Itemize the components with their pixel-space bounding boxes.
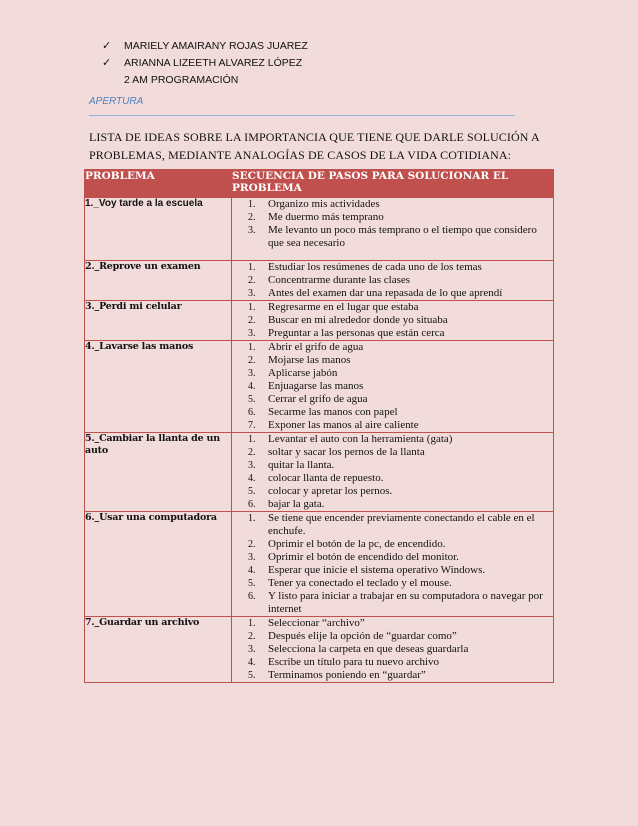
list-item <box>232 512 553 538</box>
list-item <box>232 669 553 682</box>
step-number: 1. <box>248 513 256 524</box>
step-text: Abrir el grifo de agua <box>268 341 364 353</box>
step-number: 2. <box>248 447 256 458</box>
list-item <box>232 498 553 511</box>
step-number: 4. <box>248 473 256 484</box>
step-text: Esperar que inicie el sistema operativo Windows. <box>268 564 486 576</box>
list-item <box>232 656 553 669</box>
section-label: APERTURA <box>89 96 144 107</box>
step-number: 6. <box>248 407 256 418</box>
step-text: Regresarme en el lugar que estaba <box>268 301 419 313</box>
step-text: bajar la gata. <box>268 498 325 510</box>
group-name: 2 AM PROGRAMACIÓN <box>124 74 239 86</box>
list-item <box>232 577 553 590</box>
step-text: Antes del examen dar una repasada de lo que aprendí <box>268 287 503 299</box>
list-item <box>232 630 553 643</box>
header-steps: SECUENCIA DE PASOS PARA SOLUCIONAR EL PROBLEMA <box>232 170 554 198</box>
step-text: Me levanto un poco más temprano o el tiempo que considero que sea necesario <box>268 224 537 249</box>
step-number: 1. <box>248 342 256 353</box>
step-text: Buscar en mi alrededor donde yo situaba <box>268 314 448 326</box>
steps-list <box>232 301 553 340</box>
problem-cell: 5._Cambiar la llanta de un auto <box>85 433 232 512</box>
step-text: colocar y apretar los pernos. <box>268 485 393 497</box>
step-number: 1. <box>248 262 256 273</box>
problem-cell: 7._Guardar un archivo <box>85 617 232 683</box>
step-number: 5. <box>248 578 256 589</box>
step-text: Terminamos poniendo en “guardar” <box>268 669 426 681</box>
list-item <box>232 224 553 250</box>
list-item <box>232 459 553 472</box>
list-item <box>232 261 553 274</box>
step-text: Concentrarme durante las clases <box>268 274 411 286</box>
author-name: MARIELY AMAIRANY ROJAS JUAREZ <box>124 40 308 52</box>
steps-list <box>232 617 553 682</box>
step-text: Aplicarse jabón <box>268 367 338 379</box>
author-item <box>102 38 308 55</box>
list-item <box>232 367 553 380</box>
list-item <box>232 419 553 432</box>
steps-list <box>232 512 553 616</box>
step-number: 2. <box>248 539 256 550</box>
list-item <box>232 274 553 287</box>
list-item <box>232 564 553 577</box>
step-text: quitar la llanta. <box>268 459 335 471</box>
step-text: Organizo mis actividades <box>268 198 380 210</box>
step-text: colocar llanta de repuesto. <box>268 472 384 484</box>
step-number: 5. <box>248 486 256 497</box>
step-text: Se tiene que encender previamente conectando el cable en el enchufe. <box>268 512 535 537</box>
step-number: 6. <box>248 591 256 602</box>
intro-text: LISTA DE IDEAS SOBRE LA IMPORTANCIA QUE TIENE QUE DARLE SOLUCIÓN A PROBLEMAS, MEDIANTE ANALOGÍAS DE CASOS DE LA VIDA COTIDIANA: <box>89 130 540 162</box>
step-number: 6. <box>248 499 256 510</box>
table-row <box>85 617 554 683</box>
step-number: 3. <box>248 328 256 339</box>
table-row <box>85 261 554 301</box>
checkmark-icon: ✓ <box>102 57 112 69</box>
step-text: Exponer las manos al aire caliente <box>268 419 419 431</box>
step-number: 5. <box>248 670 256 681</box>
step-number: 1. <box>248 199 256 210</box>
steps-cell <box>232 301 554 341</box>
step-number: 3. <box>248 460 256 471</box>
steps-list <box>232 198 553 250</box>
list-item <box>232 380 553 393</box>
step-number: 1. <box>248 302 256 313</box>
table-row <box>85 512 554 617</box>
list-item <box>232 314 553 327</box>
list-item <box>232 538 553 551</box>
step-number: 1. <box>248 618 256 629</box>
problem-cell: 6._Usar una computadora <box>85 512 232 617</box>
problem-cell: 4._Lavarse las manos <box>85 341 232 433</box>
list-item <box>232 643 553 656</box>
steps-cell <box>232 433 554 512</box>
step-text: Preguntar a las personas que están cerca <box>268 327 445 339</box>
steps-cell <box>232 198 554 261</box>
step-number: 3. <box>248 288 256 299</box>
step-text: Escribe un título para tu nuevo archivo <box>268 656 440 668</box>
step-text: Seleccionar “archivo” <box>268 617 365 629</box>
problems-table <box>84 169 554 683</box>
step-text: Me duermo más temprano <box>268 211 384 223</box>
list-item <box>232 341 553 354</box>
list-item <box>232 472 553 485</box>
section-divider <box>89 115 515 116</box>
problem-cell: 1._Voy tarde a la escuela <box>85 198 232 261</box>
list-item <box>232 211 553 224</box>
author-item <box>102 55 308 72</box>
step-number: 3. <box>248 368 256 379</box>
checkmark-icon: ✓ <box>102 40 112 52</box>
step-text: Selecciona la carpeta en que deseas guardarla <box>268 643 469 655</box>
list-item <box>232 406 553 419</box>
list-item <box>232 198 553 211</box>
step-number: 4. <box>248 381 256 392</box>
step-text: soltar y sacar los pernos de la llanta <box>268 446 425 458</box>
header-problem: PROBLEMA <box>85 170 232 198</box>
step-text: Y listo para iniciar a trabajar en su computadora o navegar por internet <box>268 590 543 615</box>
steps-list <box>232 433 553 511</box>
step-text: Oprimir el botón de encendido del monitor. <box>268 551 459 563</box>
step-number: 2. <box>248 631 256 642</box>
step-number: 1. <box>248 434 256 445</box>
steps-cell <box>232 617 554 683</box>
list-item <box>232 617 553 630</box>
step-number: 2. <box>248 275 256 286</box>
author-item <box>102 72 308 89</box>
steps-list <box>232 341 553 432</box>
author-list <box>102 38 308 89</box>
step-text: Oprimir el botón de la pc, de encendido. <box>268 538 446 550</box>
step-text: Enjuagarse las manos <box>268 380 364 392</box>
step-number: 2. <box>248 355 256 366</box>
list-item <box>232 287 553 300</box>
table-row <box>85 433 554 512</box>
table-row <box>85 301 554 341</box>
steps-cell <box>232 512 554 617</box>
table-row <box>85 198 554 261</box>
step-number: 4. <box>248 657 256 668</box>
list-item <box>232 393 553 406</box>
step-text: Levantar el auto con la herramienta (gata) <box>268 433 453 445</box>
list-item <box>232 433 553 446</box>
list-item <box>232 590 553 616</box>
step-number: 5. <box>248 394 256 405</box>
steps-list <box>232 261 553 300</box>
step-number: 2. <box>248 212 256 223</box>
step-number: 4. <box>248 565 256 576</box>
step-text: Secarme las manos con papel <box>268 406 398 418</box>
step-text: Después elije la opción de “guardar como” <box>268 630 457 642</box>
table-row <box>85 341 554 433</box>
step-number: 2. <box>248 315 256 326</box>
problem-cell: 2._Reprove un examen <box>85 261 232 301</box>
step-text: Tener ya conectado el teclado y el mouse. <box>268 577 452 589</box>
steps-cell <box>232 261 554 301</box>
step-number: 3. <box>248 552 256 563</box>
list-item <box>232 446 553 459</box>
problem-cell: 3._Perdi mi celular <box>85 301 232 341</box>
list-item <box>232 327 553 340</box>
list-item <box>232 485 553 498</box>
list-item <box>232 354 553 367</box>
step-text: Mojarse las manos <box>268 354 351 366</box>
step-text: Estudiar los resúmenes de cada uno de los temas <box>268 261 482 273</box>
steps-cell <box>232 341 554 433</box>
list-item <box>232 551 553 564</box>
step-number: 7. <box>248 420 256 431</box>
list-item <box>232 301 553 314</box>
author-name: ARIANNA LIZEETH ALVAREZ LÓPEZ <box>124 57 303 69</box>
step-text: Cerrar el grifo de agua <box>268 393 368 405</box>
step-number: 3. <box>248 644 256 655</box>
table-header-row <box>85 170 554 198</box>
step-number: 3. <box>248 225 256 236</box>
